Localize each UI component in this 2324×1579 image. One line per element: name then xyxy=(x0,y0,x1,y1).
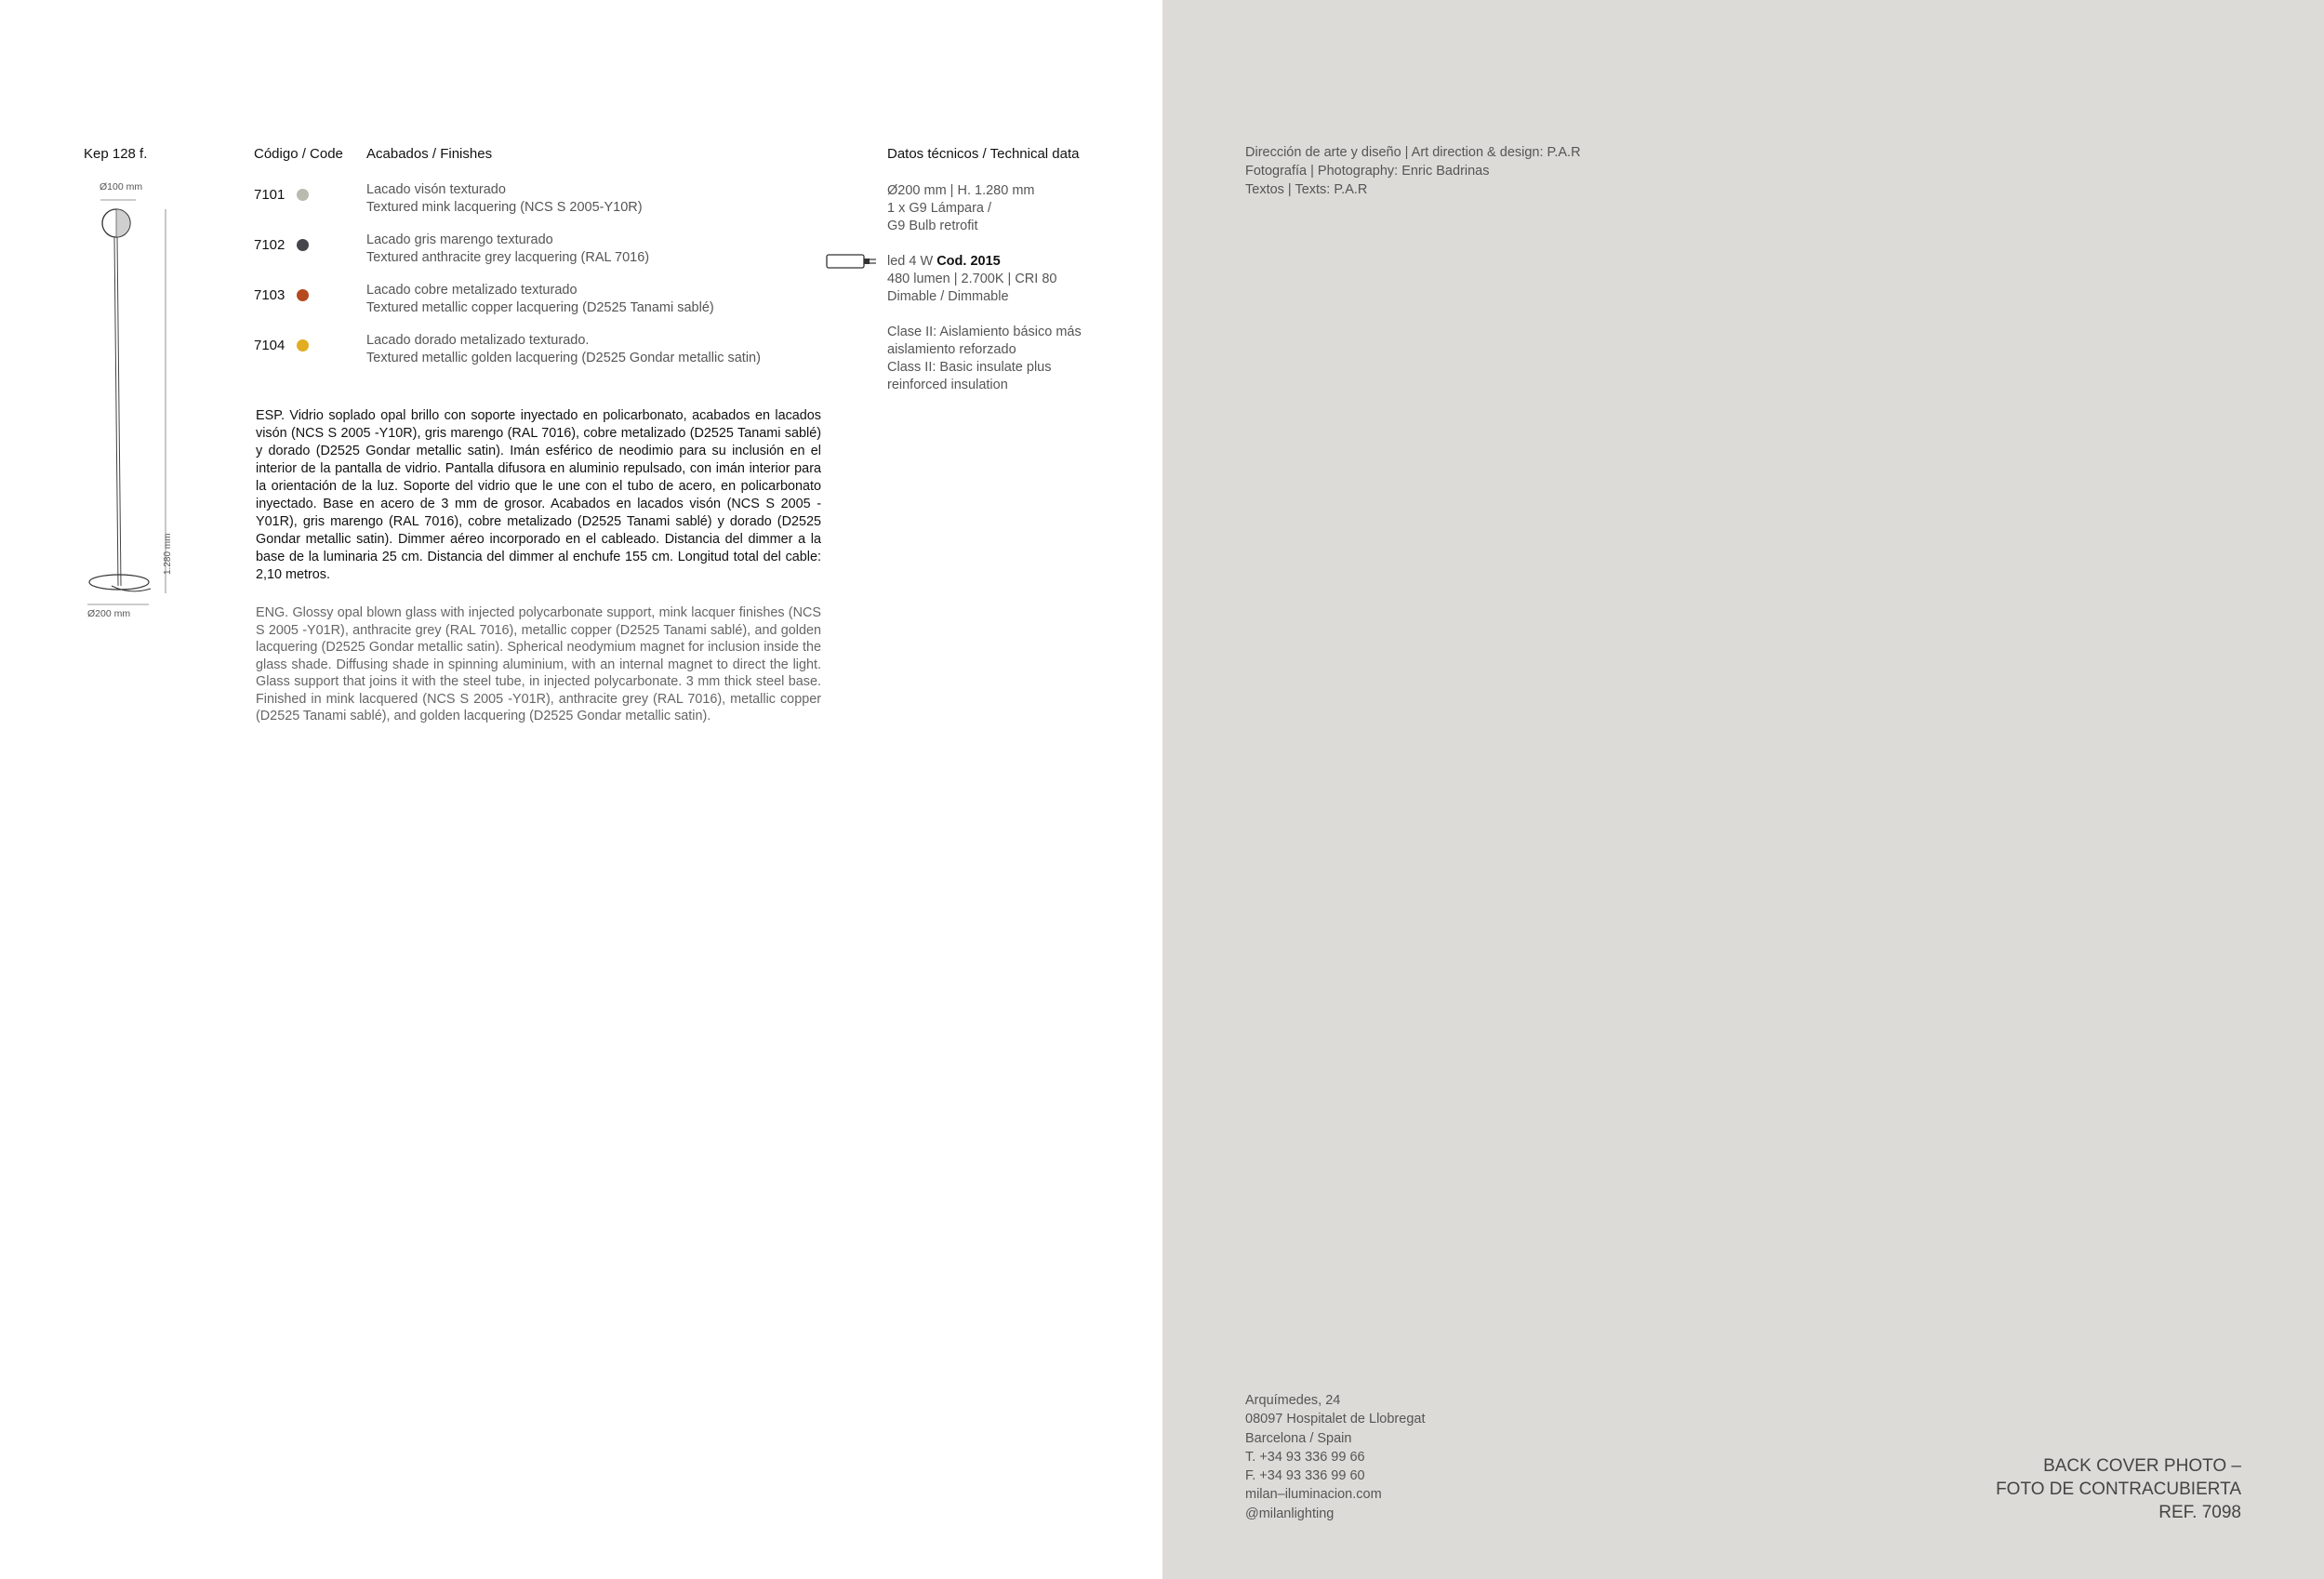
right-page xyxy=(1162,0,2324,1579)
finish-name-es: Lacado visón texturado xyxy=(366,182,506,197)
lamp-base xyxy=(89,575,149,590)
cover-note-line1: BACK COVER PHOTO – xyxy=(2043,1456,2241,1476)
company-address xyxy=(1245,1391,1425,1523)
credit-texts: Textos | Texts: P.A.R xyxy=(1245,182,1368,197)
address-social: @milanlighting xyxy=(1245,1506,1335,1521)
finish-name-es: Lacado gris marengo texturado xyxy=(366,232,553,247)
back-cover-note xyxy=(1996,1454,2241,1524)
base-diameter-label: Ø200 mm xyxy=(87,608,131,619)
finish-code: 7103 xyxy=(254,287,286,303)
color-swatch xyxy=(297,289,309,301)
tech-led-prefix: led 4 W xyxy=(887,254,934,269)
finish-row xyxy=(254,333,830,374)
finish-name-header: Acabados / Finishes xyxy=(366,146,493,162)
technical-data-title: Datos técnicos / Technical data xyxy=(887,146,1080,162)
top-diameter-label: Ø100 mm xyxy=(100,181,143,192)
finish-code-header: Código / Code xyxy=(254,146,343,162)
address-web: milan–iluminacion.com xyxy=(1245,1487,1382,1503)
finish-row xyxy=(254,182,830,223)
tech-class-es-line2: aislamiento reforzado xyxy=(887,342,1016,357)
tech-dimensions-block xyxy=(887,182,1129,235)
finish-row xyxy=(254,283,830,324)
tech-led-code: Cod. 2015 xyxy=(936,254,1001,269)
tech-dimmable: Dimable / Dimmable xyxy=(887,289,1009,304)
credit-art-direction: Dirección de arte y diseño | Art direction & design: P.A.R xyxy=(1245,145,1581,160)
credit-photography: Fotografía | Photography: Enric Badrinas xyxy=(1245,164,1490,179)
address-street: Arquímedes, 24 xyxy=(1245,1393,1341,1408)
floor-lamp-drawing xyxy=(74,177,195,623)
finish-code: 7101 xyxy=(254,187,286,203)
description-spanish: ESP. Vidrio soplado opal brillo con soporte inyectado en policarbonato, acabados en lacados visón (NCS S 2005 -Y10R), gris marengo (RAL 7016), cobre metalizado (D2525 Tanami sablé) y dorado (D2525 Gondar metallic satin). Imán esférico de neodimio para su inclusión en el interior de la pantalla de vidrio. Pantalla difusora en aluminio repulsado, con imán interior para la orientación de la luz. Soporte del vidrio que le une con el tubo de acero, en policarbonato inyectado. Base en acero de 3 mm de grosor. Acabados en lacados visón (NCS S 2005 -Y01R), gris marengo (RAL 7016), cobre metalizado (D2525 Tanami sablé) y dorado (D2525 Gondar metallic satin). Dimmer aéreo incorporado en el cableado. Distancia del dimmer a la base de la luminaria 25 cm. Distancia del dimmer al enchufe 155 cm. Longitud total del cable: 2,10 metros. xyxy=(256,408,821,582)
credits xyxy=(1245,143,1581,199)
finish-row xyxy=(254,232,830,273)
tech-dimensions: Ø200 mm | H. 1.280 mm xyxy=(887,183,1035,198)
tech-lumen: 480 lumen | 2.700K | CRI 80 xyxy=(887,272,1057,286)
tech-led-block xyxy=(887,253,1129,306)
description-english: ENG. Glossy opal blown glass with injected polycarbonate support, mink lacquer finishes (NCS S 2005 -Y01R), anthracite grey (RAL 7016), metallic copper (D2525 Tanami sablé), and golden lacquering (D2525 Gondar metallic satin). Spherical neodymium magnet for inclusion inside the glass shade. Diffusing shade in spinning aluminium, with an internal magnet to direct the light. Glass support that joins it with the steel tube, in injected polycarbonate. 3 mm thick steel base. Finished in mink lacquered (NCS S 2005 -Y01R), anthracite grey (RAL 7016), metallic copper (D2525 Tanami sablé), and golden lacquering (D2525 Gondar metallic satin). xyxy=(256,605,821,723)
address-country: Barcelona / Spain xyxy=(1245,1430,1352,1446)
finish-name-en: Textured metallic copper lacquering (D2525 Tanami sablé) xyxy=(366,300,714,315)
height-label: 1.280 mm xyxy=(163,533,173,575)
tech-class-en-line1: Class II: Basic insulate plus xyxy=(887,360,1052,375)
finish-name-en: Textured metallic golden lacquering (D2525 Gondar metallic satin) xyxy=(366,351,761,365)
finish-name-en: Textured mink lacquering (NCS S 2005-Y10R) xyxy=(366,200,643,215)
tech-class-block xyxy=(887,324,1129,394)
tech-lamp-line2: G9 Bulb retrofit xyxy=(887,219,978,233)
led-bulb-icon xyxy=(825,251,877,272)
cover-note-line2: FOTO DE CONTRACUBIERTA xyxy=(1996,1479,2241,1499)
tech-lamp-line1: 1 x G9 Lámpara / xyxy=(887,201,992,216)
finish-name-en: Textured anthracite grey lacquering (RAL 7016) xyxy=(366,250,650,265)
address-city: 08097 Hospitalet de Llobregat xyxy=(1245,1412,1426,1427)
tech-class-en-line2: reinforced insulation xyxy=(887,378,1008,392)
finish-code: 7102 xyxy=(254,237,286,253)
finish-name-es: Lacado dorado metalizado texturado. xyxy=(366,333,590,348)
color-swatch xyxy=(297,189,309,201)
address-phone: T. +34 93 336 99 66 xyxy=(1245,1449,1365,1465)
color-swatch xyxy=(297,339,309,352)
product-name: Kep 128 f. xyxy=(84,146,148,162)
cover-note-line3: REF. 7098 xyxy=(2158,1503,2241,1522)
finish-code: 7104 xyxy=(254,338,286,353)
address-fax: F. +34 93 336 99 60 xyxy=(1245,1468,1365,1484)
finish-name-es: Lacado cobre metalizado texturado xyxy=(366,283,578,298)
color-swatch xyxy=(297,239,309,251)
tech-class-es-line1: Clase II: Aislamiento básico más xyxy=(887,325,1082,339)
